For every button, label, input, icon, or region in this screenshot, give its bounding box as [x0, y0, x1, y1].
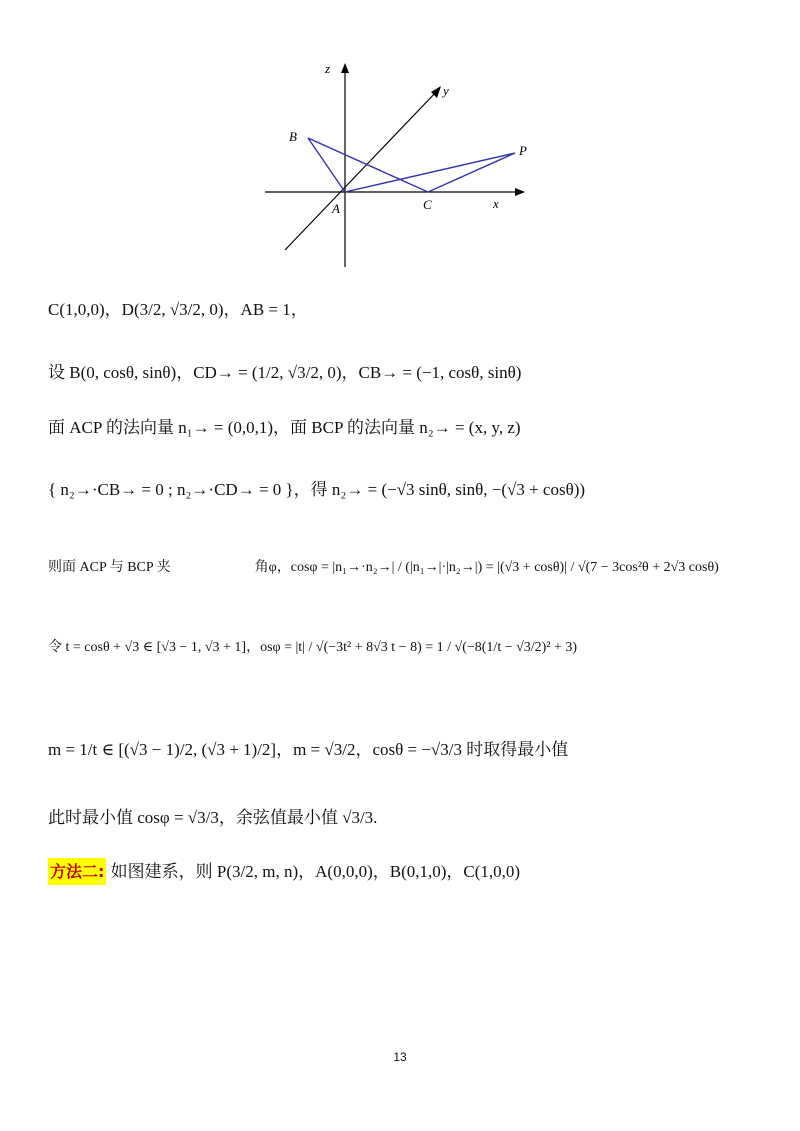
label-P: P — [519, 143, 527, 158]
x-axis-arrow-icon — [515, 188, 525, 196]
segment-AP — [345, 153, 515, 192]
label-B: B — [289, 129, 297, 144]
text-line-2: 设 B(0, cosθ, sinθ)，CD→ = (1/2, √3/2, 0)，CB→ = (−1, cosθ, sinθ) — [48, 363, 522, 382]
y-axis — [285, 90, 438, 250]
method-two-line — [48, 862, 520, 882]
label-A: A — [332, 201, 340, 216]
segment-CP — [428, 153, 515, 192]
text-line-1: C(1,0,0)，D(3/2, √3/2, 0)，AB = 1， — [48, 300, 308, 319]
text-line-4: { n₂→·CB→ = 0 ; n₂→·CD→ = 0 }，得 n₂→ = (−√3 sinθ, sinθ, −(√3 + cosθ)) — [48, 480, 586, 499]
text-line-6: 令 t = cosθ + √3 ∈ [√3 − 1, √3 + 1]，osφ = |t| / √(−3t² + 8√3 t − 8) = 1 / √(−8(1/t − √3/2)² + 3) — [48, 640, 578, 655]
text-line-3: 面 ACP 的法向量 n₁→ = (0,0,1)，面 BCP 的法向量 n₂→ = (x, y, z) — [48, 418, 521, 437]
label-z: z — [325, 61, 331, 76]
method-two-label: 方法二: — [48, 858, 106, 885]
text-line-7: m = 1/t ∈ [(√3 − 1)/2, (√3 + 1)/2]，m = √3/2，cosθ = −√3/3 时取得最小值 — [48, 740, 569, 759]
coordinate-figure — [255, 55, 540, 270]
page-number: 13 — [393, 1050, 407, 1064]
z-axis-arrow-icon — [341, 63, 349, 73]
text-line-8: 此时最小值 cosφ = √3/3，余弦值最小值 √3/3. — [48, 808, 378, 827]
label-C: C — [423, 197, 432, 212]
label-x: x — [493, 196, 499, 211]
figure-segments — [308, 138, 515, 192]
method-two-text: 如图建系，则 P(3/2, m, n)，A(0,0,0)，B(0,1,0)，C(1,0,0) — [110, 862, 521, 881]
text-line-5: 则面 ACP 与 BCP 夹 角φ，cosφ = |n₁→·n₂→| / (|n₁→|·|n₂→|) = |(√3 + cosθ)| / √(7 − 3cos²θ + 2√3 cosθ) — [48, 560, 719, 575]
label-y: y — [443, 83, 449, 98]
